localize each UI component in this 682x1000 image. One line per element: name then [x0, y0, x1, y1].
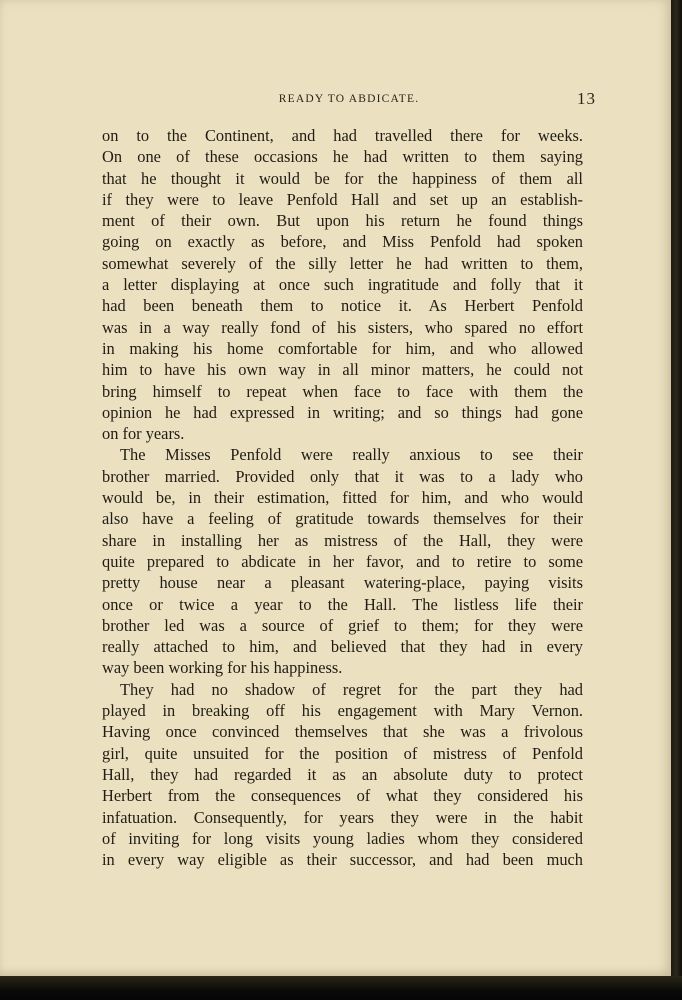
- text-line: played in breaking off his engagement with Mary Vernon.: [102, 701, 583, 721]
- text-line: share in installing her as mistress of the Hall, they were: [102, 530, 583, 550]
- text-line: of inviting for long visits young ladies whom they considered: [102, 828, 583, 848]
- text-line: pretty house near a pleasant watering-place, paying visits: [102, 573, 583, 593]
- text-line: a letter displaying at once such ingratitude and folly that it: [102, 275, 583, 295]
- page-edge-bottom: [0, 976, 682, 1000]
- text-line: going on exactly as before, and Miss Penfold had spoken: [102, 232, 583, 252]
- page-edge-right: [671, 0, 682, 976]
- text-line: him to have his own way in all minor matters, he could not: [102, 360, 583, 380]
- text-line: once or twice a year to the Hall. The listless life their: [102, 594, 583, 614]
- text-line: really attached to him, and believed that they had in every: [102, 637, 583, 657]
- running-head: [102, 89, 596, 112]
- paragraph: [102, 444, 583, 678]
- text-line: They had no shadow of regret for the part they had: [120, 679, 583, 699]
- text-line: that he thought it would be for the happiness of them all: [102, 168, 583, 188]
- running-title: READY TO ABDICATE.: [278, 93, 420, 105]
- text-line: Hall, they had regarded it as an absolute duty to protect: [102, 764, 583, 784]
- text-line: somewhat severely of the silly letter he had written to them,: [102, 253, 583, 273]
- text-line: if they were to leave Penfold Hall and set up an establish-: [102, 189, 583, 209]
- paragraph: [102, 125, 583, 444]
- text-line: Herbert from the consequences of what they considered his: [102, 786, 583, 806]
- text-line: in every way eligible as their successor, and had been much: [102, 850, 583, 870]
- page-number: 13: [577, 89, 596, 108]
- text-line: on to the Continent, and had travelled there for weeks.: [102, 126, 583, 145]
- text-line: brother led was a source of grief to them; for they were: [102, 615, 583, 635]
- body-text: [102, 125, 583, 870]
- text-line: in making his home comfortable for him, and who allowed: [102, 338, 583, 358]
- text-line: on for years.: [102, 424, 185, 444]
- text-line: was in a way really fond of his sisters, who spared no effort: [102, 317, 583, 337]
- text-line: ment of their own. But upon his return he found things: [102, 211, 583, 231]
- text-line: Having once convinced themselves that she was a frivolous: [102, 722, 583, 742]
- text-line: bring himself to repeat when face to face with them the: [102, 381, 583, 401]
- text-line: would be, in their estimation, fitted for him, and who would: [102, 488, 583, 508]
- text-line: also have a feeling of gratitude towards themselves for their: [102, 509, 583, 529]
- text-line: opinion he had expressed in writing; and so things had gone: [102, 402, 583, 422]
- text-line: quite prepared to abdicate in her favor, and to retire to some: [102, 551, 583, 571]
- text-line: infatuation. Consequently, for years they were in the habit: [102, 807, 583, 827]
- text-line: girl, quite unsuited for the position of mistress of Penfold: [102, 743, 583, 763]
- text-line: had been beneath them to notice it. As Herbert Penfold: [102, 296, 583, 316]
- text-line: way been working for his happiness.: [102, 658, 343, 678]
- text-line: brother married. Provided only that it was to a lady who: [102, 466, 583, 486]
- paragraph: [102, 679, 583, 871]
- text-line: The Misses Penfold were really anxious to see their: [120, 445, 583, 465]
- text-line: On one of these occasions he had written to them saying: [102, 147, 583, 167]
